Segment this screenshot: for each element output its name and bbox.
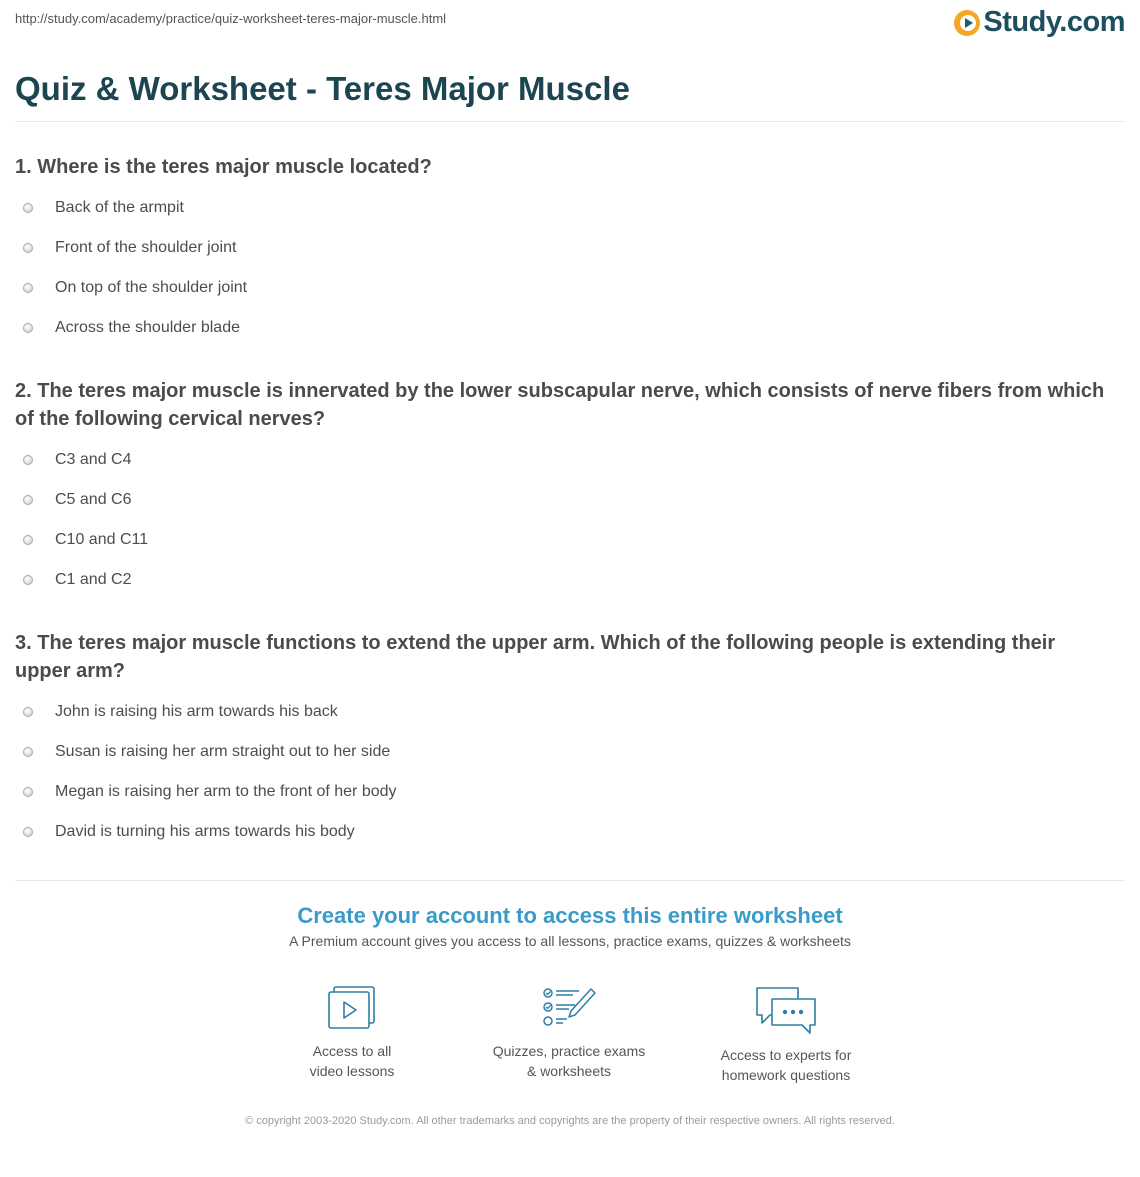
question-text: 1. Where is the teres major muscle located? — [15, 156, 432, 178]
feature-label: Access to all video lessons — [309, 1043, 395, 1079]
option-label: Back of the armpit — [55, 199, 184, 216]
feature-label: Quizzes, practice exams & worksheets — [492, 1043, 646, 1079]
radio-button[interactable] — [23, 455, 33, 465]
answer-option[interactable] — [15, 772, 1115, 812]
feature-label: Access to experts for homework questions — [720, 1047, 852, 1083]
question-text: 3. The teres major muscle functions to extend the upper arm. Which of the following people is extending their upper arm? — [15, 632, 1056, 682]
radio-button[interactable] — [23, 495, 33, 505]
radio-button[interactable] — [23, 707, 33, 717]
question-1 — [15, 153, 1115, 348]
radio-button[interactable] — [23, 243, 33, 253]
answer-option[interactable] — [15, 308, 1115, 348]
option-label: Megan is raising her arm to the front of her body — [55, 783, 397, 800]
answer-option[interactable] — [15, 520, 1115, 560]
answer-option[interactable] — [15, 480, 1115, 520]
radio-button[interactable] — [23, 827, 33, 837]
answer-option[interactable] — [15, 188, 1115, 228]
feature-quizzes — [459, 985, 679, 1081]
option-label: Susan is raising her arm straight out to her side — [55, 743, 391, 760]
radio-button[interactable] — [23, 283, 33, 293]
chat-bubbles-icon — [754, 985, 818, 1035]
option-label: C3 and C4 — [55, 451, 132, 468]
feature-experts — [676, 985, 896, 1085]
logo-text: Study.com — [983, 6, 1125, 38]
page-title: Quiz & Worksheet - Teres Major Muscle — [15, 70, 630, 107]
section-divider — [15, 880, 1125, 881]
option-label: Front of the shoulder joint — [55, 239, 237, 256]
copyright-footer: © copyright 2003-2020 Study.com. All other trademarks and copyrights are the property of their respective owners. All rights reserved. — [245, 1115, 895, 1127]
option-label: C10 and C11 — [55, 531, 149, 548]
answer-option[interactable] — [15, 440, 1115, 480]
answer-option[interactable] — [15, 228, 1115, 268]
page-url: http://study.com/academy/practice/quiz-worksheet-teres-major-muscle.html — [15, 11, 447, 26]
radio-button[interactable] — [23, 203, 33, 213]
question-2 — [15, 377, 1115, 600]
option-label: On top of the shoulder joint — [55, 279, 248, 296]
radio-button[interactable] — [23, 575, 33, 585]
cta-heading[interactable]: Create your account to access this entire worksheet — [297, 903, 843, 928]
option-label: John is raising his arm towards his back — [55, 703, 338, 720]
cta-subheading: A Premium account gives you access to all lessons, practice exams, quizzes & worksheets — [289, 933, 851, 949]
feature-video-lessons — [242, 985, 462, 1081]
option-label: C1 and C2 — [55, 571, 132, 588]
question-3 — [15, 629, 1115, 852]
radio-button[interactable] — [23, 747, 33, 757]
answer-option[interactable] — [15, 812, 1115, 852]
question-text: 2. The teres major muscle is innervated by the lower subscapular nerve, which consists of nerve fibers from which of the following cervical nerves? — [15, 380, 1105, 430]
checklist-icon — [541, 985, 597, 1031]
answer-option[interactable] — [15, 732, 1115, 772]
radio-button[interactable] — [23, 323, 33, 333]
option-label: C5 and C6 — [55, 491, 132, 508]
option-label: Across the shoulder blade — [55, 319, 240, 336]
option-label: David is turning his arms towards his body — [55, 823, 355, 840]
answer-option[interactable] — [15, 560, 1115, 600]
answer-option[interactable] — [15, 268, 1115, 308]
study-logo[interactable] — [954, 6, 1125, 39]
answer-option[interactable] — [15, 692, 1115, 732]
radio-button[interactable] — [23, 535, 33, 545]
play-circle-icon — [954, 10, 980, 36]
title-divider — [15, 121, 1125, 122]
answer-options — [15, 188, 1115, 348]
top-bar — [15, 0, 1125, 50]
radio-button[interactable] — [23, 787, 33, 797]
video-lesson-icon — [326, 985, 378, 1031]
answer-options — [15, 440, 1115, 600]
answer-options — [15, 692, 1115, 852]
